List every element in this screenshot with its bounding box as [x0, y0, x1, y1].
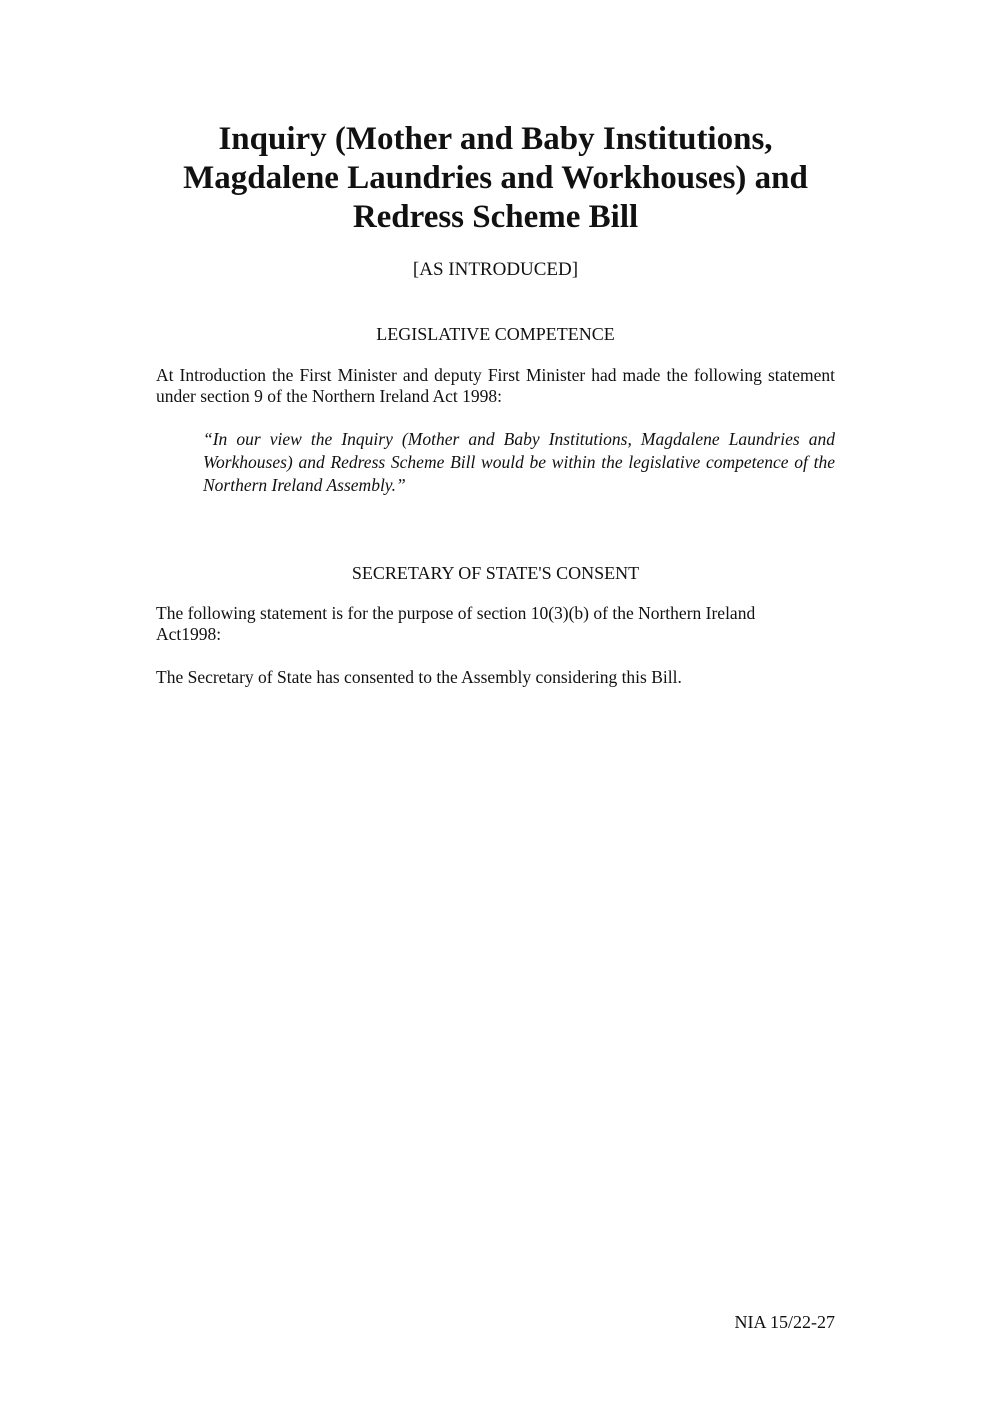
legislative-competence-intro: At Introduction the First Minister and deputy First Minister had made the following statement under section 9 of the Northern Ireland Act 1998: — [156, 365, 835, 406]
bill-title — [150, 120, 841, 237]
ministerial-statement-quote: “In our view the Inquiry (Mother and Baby Institutions, Magdalene Laundries and Workhouses) and Redress Scheme Bill would be within the legislative competence of the Northern Ireland Assembly.” — [203, 429, 835, 495]
bill-title-line-3: Redress Scheme Bill — [352, 199, 639, 235]
bill-title-line-2: Magdalene Laundries and Workhouses) and — [183, 160, 808, 196]
legislative-competence-heading: LEGISLATIVE COMPETENCE — [376, 324, 615, 344]
consent-statement: The Secretary of State has consented to the Assembly considering this Bill. — [156, 667, 682, 687]
secretary-of-state-consent-heading: SECRETARY OF STATE'S CONSENT — [351, 563, 640, 583]
document-reference-number: NIA 15/22-27 — [734, 1312, 835, 1332]
consent-purpose-statement: The following statement is for the purpose of section 10(3)(b) of the Northern Ireland Act1998: — [156, 603, 756, 644]
bill-title-line-1: Inquiry (Mother and Baby Institutions, — [218, 121, 773, 157]
bill-status: [AS INTRODUCED] — [412, 259, 579, 280]
